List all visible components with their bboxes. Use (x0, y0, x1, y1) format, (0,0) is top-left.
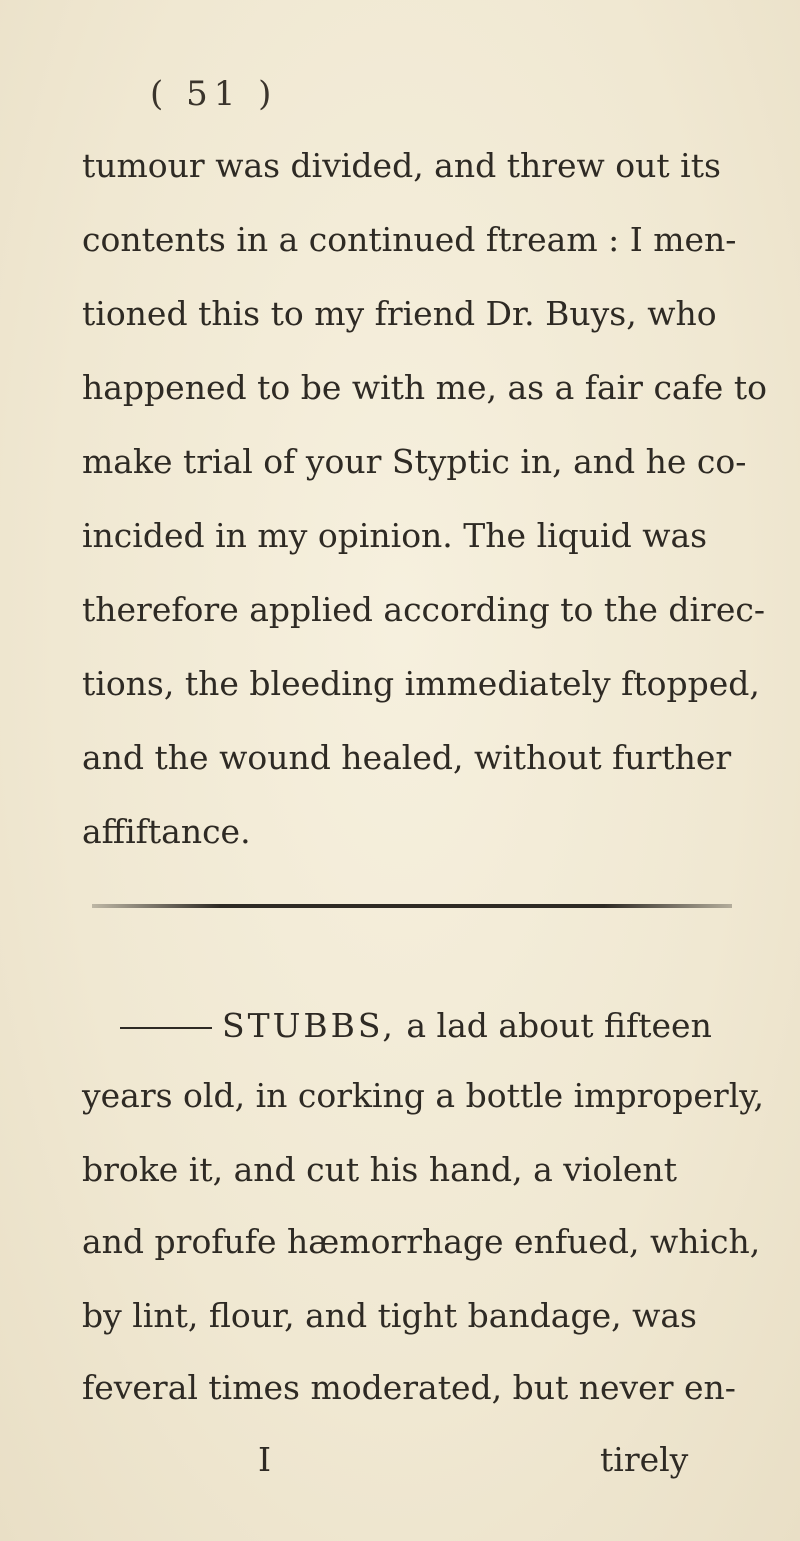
section-divider (92, 904, 732, 908)
case-heading-line (120, 1006, 712, 1046)
em-dash-rule (120, 1027, 212, 1029)
text-line: broke it, and cut his hand, a violent (82, 1150, 677, 1189)
text-line: incided in my opinion. The liquid was (82, 516, 708, 555)
catchword: tirely (600, 1440, 689, 1479)
text-line: happened to be with me, as a fair cafe to (82, 368, 767, 407)
text-line: tions, the bleeding immediately ftopped, (82, 664, 760, 703)
text-line: and the wound healed, without further (82, 738, 732, 777)
text-line: and profufe hæmorrhage enfued, which, (82, 1222, 761, 1261)
text-line: tioned this to my friend Dr. Buys, who (82, 294, 717, 333)
text-line: affiftance. (82, 812, 251, 851)
text-line: contents in a continued ftream : I men- (82, 220, 737, 259)
text-line: by lint, flour, and tight bandage, was (82, 1296, 697, 1335)
text-line: feveral times moderated, but never en- (82, 1368, 736, 1407)
text-fragment: a lad about fifteen (406, 1006, 712, 1045)
page-number: 51 (186, 74, 242, 114)
signature-mark: I (258, 1440, 272, 1479)
text-line: make trial of your Styptic in, and he co- (82, 442, 747, 481)
text-line: years old, in corking a bottle improperly, (82, 1076, 765, 1115)
text-line: therefore applied according to the direc- (82, 590, 765, 629)
page-number-header: ( 51 ) (150, 74, 278, 114)
patient-name: STUBBS, (222, 1006, 396, 1045)
text-line: tumour was divided, and threw out its (82, 146, 721, 185)
